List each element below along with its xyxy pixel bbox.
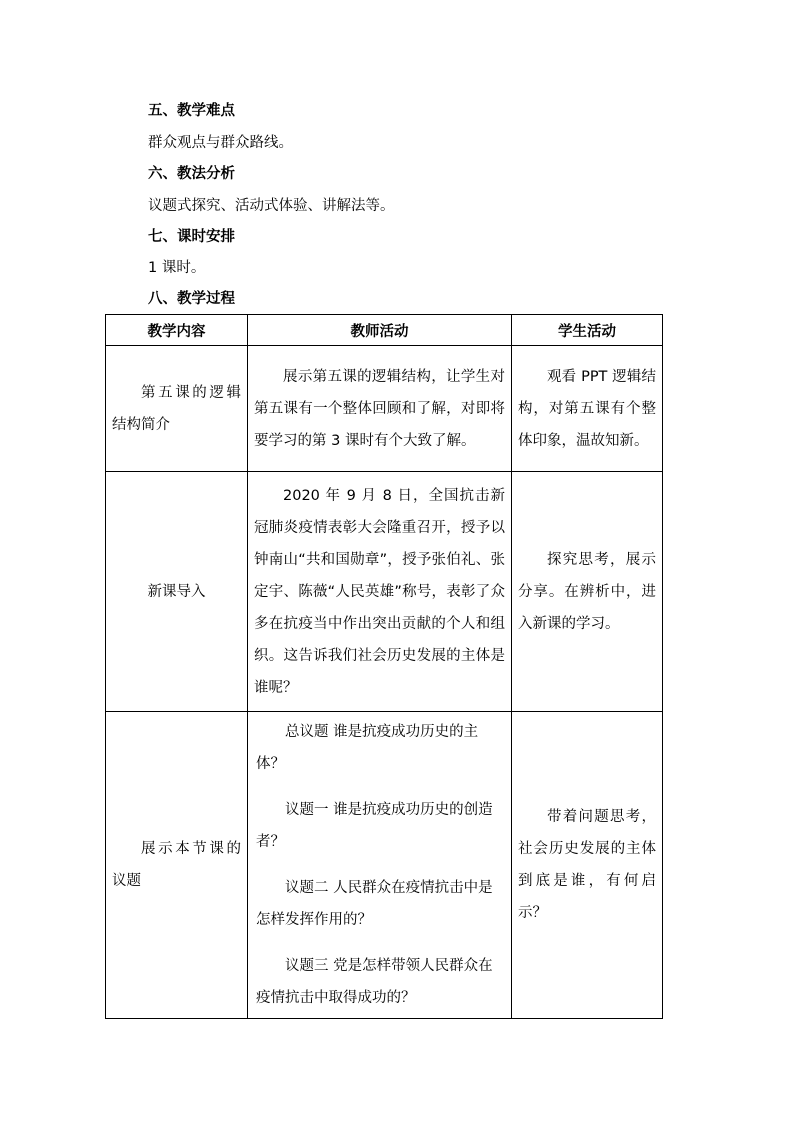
section-5-text: 群众观点与群众路线。 [148,135,293,151]
issue-two: 议题二 人民群众在疫情抗击中是怎样发挥作用的？ [256,880,493,928]
header-teacher: 教师活动 [248,315,512,346]
row2-content: 新课导入 [106,472,248,712]
row1-content: 第五课的逻辑结构简介 [106,346,248,472]
section-6-heading: 六、教法分析 [148,166,235,182]
teaching-process-table [105,314,663,1019]
row3-student: 带着问题思考，社会历史发展的主体到底是谁，有何启示？ [512,712,663,1019]
header-content: 教学内容 [106,315,248,346]
issue-main: 总议题 谁是抗疫成功历史的主体？ [256,724,479,772]
section-5-heading: 五、教学难点 [148,103,235,119]
section-6-text: 议题式探究、活动式体验、讲解法等。 [148,198,395,214]
row3-teacher [248,712,512,1019]
table-header-row [106,315,663,346]
row2-teacher: 2020 年 9 月 8 日，全国抗击新冠肺炎疫情表彰大会隆重召开，授予以钟南山“共和国勋章”，授予张伯礼、张定宇、陈薇“人民英雄”称号，表彰了众多在抗疫当中作出突出贡献的个人和组织。这告诉我们社会历史发展的主体是谁呢？ [248,472,512,712]
table-row [106,712,663,1019]
table-row [106,472,663,712]
table-row [106,346,663,472]
issue-three: 议题三 党是怎样带领人民群众在疫情抗击中取得成功的？ [256,958,493,1006]
header-student: 学生活动 [512,315,663,346]
section-8-heading: 八、教学过程 [148,291,235,307]
row1-student: 观看 PPT 逻辑结构，对第五课有个整体印象，温故知新。 [512,346,663,472]
section-7-heading: 七、课时安排 [148,229,235,245]
row1-teacher: 展示第五课的逻辑结构，让学生对第五课有一个整体回顾和了解，对即将要学习的第 3 课时有个大致了解。 [248,346,512,472]
row3-content: 展示本节课的议题 [106,712,248,1019]
section-7-text: 1 课时。 [148,260,206,276]
row2-student: 探究思考，展示分享。在辨析中，进入新课的学习。 [512,472,663,712]
issue-one: 议题一 谁是抗疫成功历史的创造者？ [256,802,493,850]
